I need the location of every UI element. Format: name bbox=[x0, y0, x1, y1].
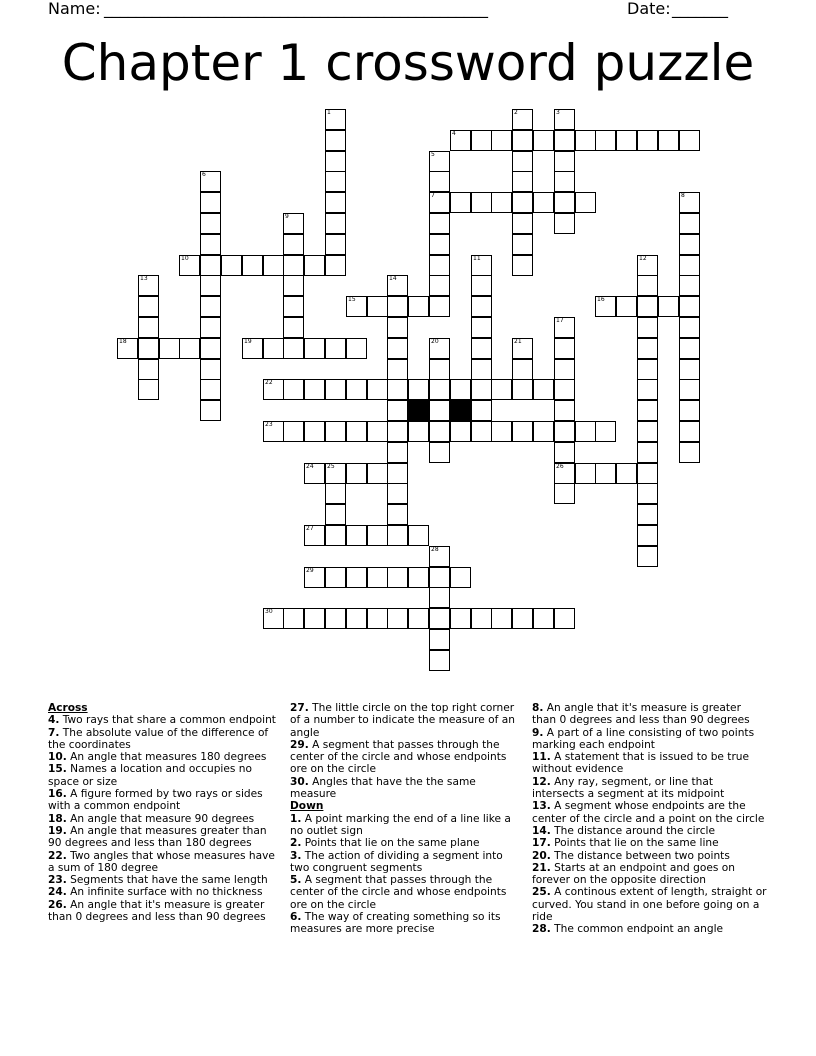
crossword-cell[interactable] bbox=[679, 296, 700, 317]
crossword-cell[interactable] bbox=[117, 338, 138, 359]
clue-number: 23 bbox=[265, 421, 273, 428]
crossword-cell[interactable] bbox=[429, 151, 450, 172]
crossword-cell[interactable] bbox=[325, 338, 346, 359]
clue-number: 16 bbox=[597, 296, 605, 303]
crossword-cell[interactable] bbox=[679, 379, 700, 400]
crossword-cell[interactable] bbox=[450, 379, 471, 400]
crossword-cell[interactable] bbox=[387, 379, 408, 400]
crossword-cell[interactable] bbox=[408, 567, 429, 588]
crossword-cell[interactable] bbox=[429, 296, 450, 317]
clue-number: 19 bbox=[244, 338, 252, 345]
crossword-cell[interactable] bbox=[325, 213, 346, 234]
crossword-cell[interactable] bbox=[512, 234, 533, 255]
crossword-cell[interactable] bbox=[533, 379, 554, 400]
crossword-cell[interactable] bbox=[491, 379, 512, 400]
down-clue: 13. A segment whose endpoints are the center of the circle and a point on the circle bbox=[532, 800, 765, 825]
crossword-cell[interactable] bbox=[200, 400, 221, 421]
crossword-cell[interactable] bbox=[242, 338, 263, 359]
clue-number: 25 bbox=[327, 463, 335, 470]
crossword-cell[interactable] bbox=[512, 359, 533, 380]
crossword-cell[interactable] bbox=[616, 463, 637, 484]
crossword-cell[interactable] bbox=[304, 338, 325, 359]
crossword-cell[interactable] bbox=[450, 192, 471, 213]
clue-number: 9 bbox=[285, 213, 289, 220]
clue-number: 18 bbox=[119, 338, 127, 345]
crossword-cell[interactable] bbox=[221, 255, 242, 276]
clue-number: 7 bbox=[431, 192, 435, 199]
crossword-cell[interactable] bbox=[512, 421, 533, 442]
crossword-cell[interactable] bbox=[387, 296, 408, 317]
clue-number: 17 bbox=[556, 317, 564, 324]
crossword-cell[interactable] bbox=[200, 255, 221, 276]
clue-number: 8 bbox=[681, 192, 685, 199]
crossword-cell[interactable] bbox=[263, 608, 284, 629]
down-clue: 9. A part of a line consisting of two points marking each endpoint bbox=[532, 726, 755, 751]
crossword-cell[interactable] bbox=[263, 338, 284, 359]
crossword-cell[interactable] bbox=[408, 525, 429, 546]
crossword-cell[interactable] bbox=[138, 296, 159, 317]
crossword-cell[interactable] bbox=[637, 483, 658, 504]
crossword-cell[interactable] bbox=[200, 338, 221, 359]
crossword-cell[interactable] bbox=[367, 567, 388, 588]
crossword-cell[interactable] bbox=[471, 400, 492, 421]
crossword-cell[interactable] bbox=[637, 400, 658, 421]
across-clue: 4. Two rays that share a common endpoint bbox=[48, 714, 276, 727]
clues-column-2 bbox=[290, 702, 522, 936]
down-clue: 25. A continous extent of length, straight or curved. You stand in one before going on a ride bbox=[532, 886, 767, 924]
crossword-cell[interactable] bbox=[200, 234, 221, 255]
crossword-cell[interactable] bbox=[679, 338, 700, 359]
crossword-cell[interactable] bbox=[325, 192, 346, 213]
crossword-cell[interactable] bbox=[429, 567, 450, 588]
crossword-cell[interactable] bbox=[200, 359, 221, 380]
crossword-cell[interactable] bbox=[429, 379, 450, 400]
crossword-cell[interactable] bbox=[387, 483, 408, 504]
crossword-cell[interactable] bbox=[554, 109, 575, 130]
crossword-cell[interactable] bbox=[200, 275, 221, 296]
crossword-cell[interactable] bbox=[346, 463, 367, 484]
down-heading: Down bbox=[290, 800, 324, 813]
across-clue: 27. The little circle on the top right corner of a number to indicate the measure of an angle bbox=[290, 702, 515, 739]
clue-number: 14 bbox=[389, 275, 397, 282]
crossword-cell[interactable] bbox=[367, 379, 388, 400]
down-clue: 1. A point marking the end of a line like a no outlet sign bbox=[290, 812, 511, 837]
crossword-cell[interactable] bbox=[325, 608, 346, 629]
crossword-cell[interactable] bbox=[637, 255, 658, 276]
down-clue: 17. Points that lie on the same line bbox=[532, 837, 719, 850]
crossword-cell[interactable] bbox=[429, 650, 450, 671]
across-clue: 16. A figure formed by two rays or sides with a common endpoint bbox=[48, 788, 263, 813]
clue-number: 15 bbox=[348, 296, 356, 303]
black-square bbox=[450, 400, 471, 421]
name-field[interactable]: ________________________________________________ bbox=[104, 0, 488, 18]
crossword-cell[interactable] bbox=[325, 109, 346, 130]
crossword-cell[interactable] bbox=[512, 608, 533, 629]
crossword-cell[interactable] bbox=[304, 255, 325, 276]
crossword-cell[interactable] bbox=[554, 400, 575, 421]
crossword-cell[interactable] bbox=[283, 421, 304, 442]
crossword-cell[interactable] bbox=[554, 213, 575, 234]
date-field[interactable]: _______ bbox=[672, 0, 728, 18]
crossword-cell[interactable] bbox=[387, 359, 408, 380]
crossword-cell[interactable] bbox=[387, 567, 408, 588]
crossword-cell[interactable] bbox=[367, 525, 388, 546]
crossword-cell[interactable] bbox=[387, 525, 408, 546]
crossword-cell[interactable] bbox=[429, 587, 450, 608]
crossword-cell[interactable] bbox=[512, 213, 533, 234]
crossword-cell[interactable] bbox=[304, 379, 325, 400]
crossword-cell[interactable] bbox=[471, 317, 492, 338]
crossword-cell[interactable] bbox=[346, 525, 367, 546]
down-clue: 6. The way of creating something so its measures are more precise bbox=[290, 911, 501, 936]
crossword-cell[interactable] bbox=[471, 338, 492, 359]
crossword-cell[interactable] bbox=[179, 255, 200, 276]
clue-number: 21 bbox=[514, 338, 522, 345]
across-clue: 30. Angles that have the the same measure bbox=[290, 775, 476, 801]
clues-column-3 bbox=[532, 702, 768, 936]
down-clue: 3. The action of dividing a segment into two congruent segments bbox=[290, 849, 503, 874]
crossword-cell[interactable] bbox=[387, 504, 408, 525]
name-label: Name: bbox=[48, 0, 101, 18]
across-clue: 10. An angle that measures 180 degrees bbox=[48, 751, 267, 764]
across-clue: 29. A segment that passes through the center of the circle and whose endpoints ore on the circle bbox=[290, 738, 507, 776]
crossword-cell[interactable] bbox=[554, 608, 575, 629]
crossword-cell[interactable] bbox=[512, 379, 533, 400]
crossword-cell[interactable] bbox=[304, 525, 325, 546]
crossword-cell[interactable] bbox=[429, 255, 450, 276]
crossword-cell[interactable] bbox=[637, 421, 658, 442]
crossword-cell[interactable] bbox=[387, 608, 408, 629]
crossword-cell[interactable] bbox=[491, 608, 512, 629]
across-heading: Across bbox=[48, 702, 88, 714]
crossword-cell[interactable] bbox=[512, 109, 533, 130]
crossword-cell[interactable] bbox=[200, 213, 221, 234]
crossword-cell[interactable] bbox=[679, 400, 700, 421]
crossword-cell[interactable] bbox=[429, 192, 450, 213]
crossword-cell[interactable] bbox=[637, 504, 658, 525]
crossword-cell[interactable] bbox=[429, 629, 450, 650]
crossword-cell[interactable] bbox=[200, 317, 221, 338]
crossword-cell[interactable] bbox=[304, 608, 325, 629]
across-clue: 18. An angle that measure 90 degrees bbox=[48, 812, 255, 825]
crossword-cell[interactable] bbox=[387, 421, 408, 442]
crossword-cell[interactable] bbox=[283, 296, 304, 317]
crossword-cell[interactable] bbox=[679, 213, 700, 234]
crossword-cell[interactable] bbox=[429, 400, 450, 421]
page-title: Chapter 1 crossword puzzle bbox=[61, 34, 755, 92]
crossword-cell[interactable] bbox=[304, 463, 325, 484]
crossword-cell[interactable] bbox=[450, 421, 471, 442]
clue-number: 6 bbox=[202, 171, 206, 178]
crossword-cell[interactable] bbox=[387, 442, 408, 463]
crossword-cell[interactable] bbox=[679, 255, 700, 276]
crossword-cell[interactable] bbox=[575, 421, 596, 442]
crossword-cell[interactable] bbox=[387, 275, 408, 296]
crossword-cell[interactable] bbox=[616, 296, 637, 317]
crossword-cell[interactable] bbox=[325, 525, 346, 546]
crossword-cell[interactable] bbox=[200, 171, 221, 192]
crossword-cell[interactable] bbox=[554, 130, 575, 151]
crossword-cell[interactable] bbox=[429, 338, 450, 359]
down-clue: 11. A statement that is issued to be true without evidence bbox=[532, 751, 750, 776]
crossword-cell[interactable] bbox=[554, 359, 575, 380]
crossword-cell[interactable] bbox=[367, 296, 388, 317]
crossword-cell[interactable] bbox=[387, 400, 408, 421]
crossword-cell[interactable] bbox=[429, 546, 450, 567]
crossword-cell[interactable] bbox=[325, 504, 346, 525]
crossword-cell[interactable] bbox=[512, 130, 533, 151]
crossword-cell[interactable] bbox=[491, 192, 512, 213]
clue-number: 22 bbox=[265, 379, 273, 386]
crossword-cell[interactable] bbox=[304, 421, 325, 442]
crossword-cell[interactable] bbox=[325, 463, 346, 484]
crossword-cell[interactable] bbox=[512, 338, 533, 359]
down-clue: 20. The distance between two points bbox=[532, 849, 730, 862]
clue-number: 1 bbox=[327, 109, 331, 116]
crossword-cell[interactable] bbox=[471, 608, 492, 629]
crossword-cell[interactable] bbox=[533, 421, 554, 442]
crossword-cell[interactable] bbox=[387, 317, 408, 338]
crossword-cell[interactable] bbox=[429, 359, 450, 380]
clue-number: 20 bbox=[431, 338, 439, 345]
clue-number: 27 bbox=[306, 525, 314, 532]
crossword-cell[interactable] bbox=[450, 567, 471, 588]
crossword-cell[interactable] bbox=[512, 151, 533, 172]
crossword-cell[interactable] bbox=[554, 421, 575, 442]
crossword-cell[interactable] bbox=[242, 255, 263, 276]
crossword-cell[interactable] bbox=[637, 442, 658, 463]
date-label: Date: bbox=[627, 0, 671, 18]
crossword-cell[interactable] bbox=[283, 255, 304, 276]
crossword-cell[interactable] bbox=[367, 463, 388, 484]
across-clue: 23. Segments that have the same length bbox=[48, 874, 268, 887]
crossword-cell[interactable] bbox=[637, 379, 658, 400]
crossword-cell[interactable] bbox=[179, 338, 200, 359]
clue-number: 13 bbox=[140, 275, 148, 282]
crossword-cell[interactable] bbox=[387, 463, 408, 484]
crossword-cell[interactable] bbox=[429, 608, 450, 629]
crossword-cell[interactable] bbox=[595, 421, 616, 442]
crossword-cell[interactable] bbox=[679, 130, 700, 151]
crossword-cell[interactable] bbox=[408, 296, 429, 317]
crossword-cell[interactable] bbox=[429, 421, 450, 442]
crossword-cell[interactable] bbox=[138, 338, 159, 359]
crossword-cell[interactable] bbox=[471, 296, 492, 317]
crossword-cell[interactable] bbox=[679, 359, 700, 380]
crossword-cell[interactable] bbox=[533, 608, 554, 629]
crossword-cell[interactable] bbox=[554, 317, 575, 338]
crossword-cell[interactable] bbox=[367, 608, 388, 629]
crossword-cell[interactable] bbox=[283, 338, 304, 359]
crossword-cell[interactable] bbox=[471, 359, 492, 380]
crossword-cell[interactable] bbox=[679, 234, 700, 255]
crossword-cell[interactable] bbox=[346, 379, 367, 400]
crossword-cell[interactable] bbox=[471, 192, 492, 213]
crossword-cell[interactable] bbox=[533, 130, 554, 151]
crossword-cell[interactable] bbox=[138, 359, 159, 380]
across-clue: 15. Names a location and occupies no space or size bbox=[48, 763, 252, 788]
crossword-cell[interactable] bbox=[408, 421, 429, 442]
clue-number: 4 bbox=[452, 130, 456, 137]
clue-number: 12 bbox=[639, 255, 647, 262]
crossword-cell[interactable] bbox=[471, 421, 492, 442]
clue-number: 5 bbox=[431, 151, 435, 158]
crossword-cell[interactable] bbox=[637, 546, 658, 567]
crossword-cell[interactable] bbox=[471, 130, 492, 151]
crossword-cell[interactable] bbox=[471, 379, 492, 400]
down-clue: 5. A segment that passes through the center of the circle and whose endpoints ore on the circle bbox=[290, 874, 507, 911]
crossword-cell[interactable] bbox=[554, 171, 575, 192]
crossword-cell[interactable] bbox=[325, 171, 346, 192]
crossword-cell[interactable] bbox=[575, 463, 596, 484]
crossword-cell[interactable] bbox=[554, 192, 575, 213]
down-clue: 21. Starts at an endpoint and goes on forever on the opposite direction bbox=[532, 861, 735, 887]
crossword-cell[interactable] bbox=[408, 608, 429, 629]
clues-column-1 bbox=[48, 702, 278, 923]
crossword-cell[interactable] bbox=[554, 483, 575, 504]
crossword-cell[interactable] bbox=[263, 255, 284, 276]
clue-number: 10 bbox=[181, 255, 189, 262]
crossword-cell[interactable] bbox=[429, 213, 450, 234]
crossword-cell[interactable] bbox=[346, 421, 367, 442]
crossword-cell[interactable] bbox=[658, 296, 679, 317]
crossword-cell[interactable] bbox=[637, 338, 658, 359]
crossword-cell[interactable] bbox=[283, 608, 304, 629]
crossword-cell[interactable] bbox=[408, 379, 429, 400]
crossword-cell[interactable] bbox=[325, 234, 346, 255]
crossword-cell[interactable] bbox=[575, 192, 596, 213]
crossword-cell[interactable] bbox=[637, 296, 658, 317]
crossword-cell[interactable] bbox=[429, 442, 450, 463]
crossword-cell[interactable] bbox=[200, 192, 221, 213]
crossword-cell[interactable] bbox=[512, 255, 533, 276]
crossword-cell[interactable] bbox=[283, 275, 304, 296]
crossword-cell[interactable] bbox=[554, 379, 575, 400]
crossword-cell[interactable] bbox=[491, 130, 512, 151]
crossword-cell[interactable] bbox=[554, 463, 575, 484]
crossword-cell[interactable] bbox=[637, 463, 658, 484]
crossword-cell[interactable] bbox=[512, 171, 533, 192]
crossword-cell[interactable] bbox=[346, 296, 367, 317]
crossword-cell[interactable] bbox=[658, 130, 679, 151]
clue-number: 28 bbox=[431, 546, 439, 553]
crossword-cell[interactable] bbox=[595, 296, 616, 317]
crossword-cell[interactable] bbox=[304, 567, 325, 588]
crossword-cell[interactable] bbox=[575, 130, 596, 151]
crossword-cell[interactable] bbox=[387, 338, 408, 359]
across-clue: 7. The absolute value of the difference of the coordinates bbox=[48, 726, 269, 751]
clue-number: 30 bbox=[265, 608, 273, 615]
crossword-cell[interactable] bbox=[554, 338, 575, 359]
crossword-cell[interactable] bbox=[554, 442, 575, 463]
crossword-cell[interactable] bbox=[138, 275, 159, 296]
clue-number: 29 bbox=[306, 567, 314, 574]
down-clue: 8. An angle that it's measure is greater than 0 degrees and less than 90 degrees bbox=[532, 702, 750, 727]
crossword-cell[interactable] bbox=[637, 525, 658, 546]
crossword-cell[interactable] bbox=[200, 379, 221, 400]
crossword-cell[interactable] bbox=[595, 463, 616, 484]
crossword-cell[interactable] bbox=[450, 608, 471, 629]
crossword-cell[interactable] bbox=[325, 379, 346, 400]
crossword-cell[interactable] bbox=[679, 442, 700, 463]
across-clue: 24. An infinite surface with no thickness bbox=[48, 886, 263, 899]
crossword-cell[interactable] bbox=[616, 130, 637, 151]
crossword-cell[interactable] bbox=[595, 130, 616, 151]
crossword-cell[interactable] bbox=[637, 275, 658, 296]
across-clue: 22. Two angles that whose measures have a sum of 180 degree bbox=[48, 849, 275, 874]
crossword-cell[interactable] bbox=[429, 234, 450, 255]
crossword-cell[interactable] bbox=[346, 567, 367, 588]
crossword-cell[interactable] bbox=[138, 317, 159, 338]
down-clue: 12. Any ray, segment, or line that intersects a segment at its midpoint bbox=[532, 775, 725, 801]
across-clue: 26. An angle that it's measure is greater than 0 degrees and less than 90 degrees bbox=[48, 898, 266, 924]
crossword-cell[interactable] bbox=[263, 421, 284, 442]
crossword-cell[interactable] bbox=[429, 275, 450, 296]
down-clue: 14. The distance around the circle bbox=[532, 824, 716, 837]
crossword-cell[interactable] bbox=[325, 567, 346, 588]
crossword-cell[interactable] bbox=[533, 192, 554, 213]
crossword-cell[interactable] bbox=[429, 171, 450, 192]
down-clue: 28. The common endpoint an angle bbox=[532, 923, 724, 936]
crossword-cell[interactable] bbox=[200, 296, 221, 317]
crossword-cell[interactable] bbox=[450, 130, 471, 151]
crossword-cell[interactable] bbox=[512, 192, 533, 213]
crossword-cell[interactable] bbox=[637, 359, 658, 380]
clue-number: 26 bbox=[556, 463, 564, 470]
crossword-cell[interactable] bbox=[679, 192, 700, 213]
down-clue: 2. Points that lie on the same plane bbox=[290, 837, 480, 850]
crossword-cell[interactable] bbox=[159, 338, 180, 359]
crossword-cell[interactable] bbox=[283, 379, 304, 400]
crossword-cell[interactable] bbox=[325, 130, 346, 151]
crossword-cell[interactable] bbox=[637, 317, 658, 338]
clue-number: 24 bbox=[306, 463, 314, 470]
crossword-cell[interactable] bbox=[325, 483, 346, 504]
clue-number: 2 bbox=[514, 109, 518, 116]
crossword-cell[interactable] bbox=[325, 421, 346, 442]
crossword-cell[interactable] bbox=[263, 379, 284, 400]
crossword-cell[interactable] bbox=[679, 421, 700, 442]
crossword-cell[interactable] bbox=[471, 255, 492, 276]
crossword-cell[interactable] bbox=[325, 255, 346, 276]
clue-number: 3 bbox=[556, 109, 560, 116]
crossword-cell[interactable] bbox=[283, 317, 304, 338]
crossword-cell[interactable] bbox=[679, 275, 700, 296]
crossword-cell[interactable] bbox=[283, 213, 304, 234]
crossword-cell[interactable] bbox=[554, 151, 575, 172]
crossword-cell[interactable] bbox=[346, 608, 367, 629]
crossword-cell[interactable] bbox=[138, 379, 159, 400]
crossword-cell[interactable] bbox=[471, 275, 492, 296]
crossword-cell[interactable] bbox=[325, 151, 346, 172]
crossword-cell[interactable] bbox=[367, 421, 388, 442]
crossword-cell[interactable] bbox=[491, 421, 512, 442]
crossword-cell[interactable] bbox=[346, 338, 367, 359]
black-square bbox=[408, 400, 429, 421]
across-clue: 19. An angle that measures greater than 90 degrees and less than 180 degrees bbox=[48, 824, 267, 850]
crossword-cell[interactable] bbox=[637, 130, 658, 151]
clue-number: 11 bbox=[473, 255, 481, 262]
crossword-cell[interactable] bbox=[283, 234, 304, 255]
crossword-cell[interactable] bbox=[679, 317, 700, 338]
